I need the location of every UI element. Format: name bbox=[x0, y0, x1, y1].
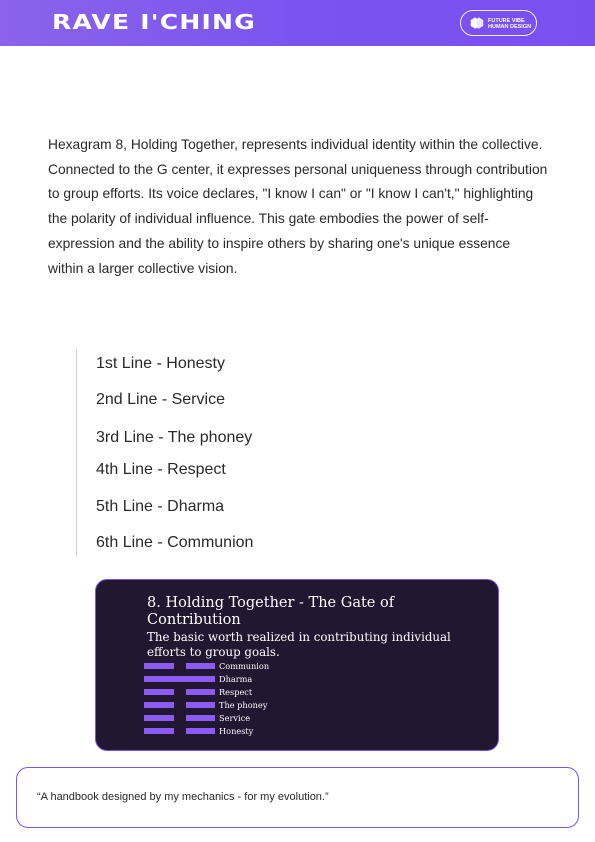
hexagram-line bbox=[144, 713, 344, 726]
hexagram-card bbox=[95, 579, 499, 751]
line-item: 3rd Line - The phoney bbox=[96, 429, 253, 446]
hexagram-bar bbox=[186, 728, 215, 734]
hexagram-bar bbox=[144, 676, 215, 682]
hexagram-line-label: Respect bbox=[219, 687, 253, 697]
hexagram-bar bbox=[186, 702, 215, 708]
hexagram-bar bbox=[186, 715, 215, 721]
hexagram-line-label: The phoney bbox=[219, 700, 268, 710]
hexagram-diagram bbox=[144, 661, 344, 741]
card-title: 8. Holding Together - The Gate of Contribution bbox=[147, 595, 395, 628]
hexagram-bar bbox=[186, 663, 215, 669]
hexagram-line-label: Honesty bbox=[219, 726, 254, 736]
hexagram-line bbox=[144, 700, 344, 713]
line-item: 6th Line - Communion bbox=[96, 534, 254, 551]
line-item: 5th Line - Dharma bbox=[96, 498, 225, 515]
intro-paragraph: Hexagram 8, Holding Together, represents individual identity within the collective. Connected to the G center, it expresses personal uniqueness through contribution to group efforts. Its voice declares, "I know I can" or "I know I can't," highlighting the polarity of individual influence. This gate embodies the power of self-expression and the ability to inspire others by sharing one's unique essence within a larger collective vision. bbox=[48, 137, 548, 276]
hexagram-bar bbox=[186, 689, 215, 695]
future-vibe-badge bbox=[460, 10, 537, 36]
header-bar bbox=[0, 0, 595, 46]
badge-line-2: HUMAN DESIGN bbox=[488, 24, 532, 30]
card-subtitle: The basic worth realized in contributing individual efforts to group goals. bbox=[147, 630, 451, 659]
hexagram-line-label: Dharma bbox=[219, 674, 253, 684]
line-item: 1st Line - Honesty bbox=[96, 355, 225, 372]
hexagram-bar bbox=[144, 715, 174, 721]
brain-icon bbox=[470, 17, 484, 30]
brand-title: RAVE I'CHING bbox=[52, 10, 257, 34]
hexagram-line bbox=[144, 674, 344, 687]
hexagram-bar bbox=[144, 728, 174, 734]
quote-box bbox=[16, 767, 579, 828]
quote-text: “A handbook designed by my mechanics - for my evolution.” bbox=[37, 791, 329, 803]
hexagram-bar bbox=[144, 663, 174, 669]
hexagram-line-label: Service bbox=[219, 713, 251, 723]
hexagram-line bbox=[144, 726, 344, 739]
hexagram-line-label: Communion bbox=[219, 661, 270, 671]
hexagram-bar bbox=[144, 702, 174, 708]
line-item: 4th Line - Respect bbox=[96, 461, 226, 478]
line-list bbox=[76, 350, 377, 556]
badge-line-1: FUTURE VIBE bbox=[488, 18, 525, 24]
hexagram-bar bbox=[144, 689, 174, 695]
hexagram-line bbox=[144, 687, 344, 700]
line-item: 2nd Line - Service bbox=[96, 391, 225, 408]
hexagram-line bbox=[144, 661, 344, 674]
